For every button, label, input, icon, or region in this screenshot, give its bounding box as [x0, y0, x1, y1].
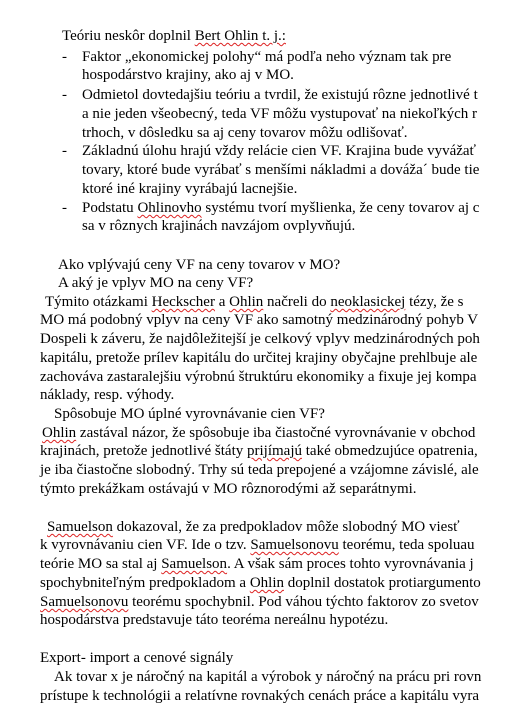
- question-line: A aký je vplyv MO na ceny VF?: [58, 275, 254, 291]
- paragraph-line: [42, 424, 475, 442]
- name-samuelsonovu: Samuelsonovu: [250, 537, 339, 553]
- bullet-marker: -: [62, 87, 67, 103]
- section-heading: Export- import a cenové signály: [40, 650, 234, 666]
- bullet-text: Základnú úlohu hrajú vždy relácie cien VF. Krajina bude vyvážať: [82, 143, 476, 159]
- paragraph-line: MO má podobný vplyv na ceny VF ako samotný medzinárodný pohyb V: [40, 312, 479, 328]
- word-neoklasickej: neoklasickej: [330, 294, 406, 310]
- bullet-text: [82, 199, 479, 217]
- bullet-text: tovary, ktoré bude vyrábať s menšími nákladmi a dováža´ bude tie: [82, 162, 480, 178]
- name-samuelson: Samuelson: [47, 519, 113, 535]
- text-run: krajinách, pretože jednotlivé štáty: [40, 443, 248, 459]
- bullet-marker: -: [62, 49, 67, 65]
- name-ohlin: Ohlin: [42, 425, 77, 441]
- name-ohlinovho: Ohlinovho: [137, 200, 202, 216]
- bullet-text: a nie jeden všeobecný, teda VF môžu vystupovať na niekoľkých r: [82, 106, 478, 122]
- paragraph-line: je iba čiastočne slobodný. Trhy sú teda prepojené a vzájomne závislé, ale: [40, 462, 479, 478]
- text-run: Podstatu: [82, 200, 138, 216]
- name-bert-ohlin: Bert Ohlin: [194, 28, 259, 44]
- bullet-text: trhoch, v dôsledku sa aj ceny tovarov môžu odlišovať.: [82, 125, 408, 141]
- bullet-text: hospodárstvo krajiny, ako aj v MO.: [82, 67, 294, 83]
- paragraph-line: prístupe k technológii a relatívne rovnakých cenách práce a kapitálu vyra: [40, 688, 479, 704]
- text-run: teorému spochybnil. Pod váhou týchto faktorov zo svetov: [128, 594, 479, 610]
- paragraph-line: týmto prekážkam ostávajú v MO rôznorodými až separátnymi.: [40, 481, 417, 497]
- text-run: . A však sám proces tohto vyrovnávania j: [227, 556, 474, 572]
- text-run: doplnil dostatok protiargumento: [283, 575, 481, 591]
- paragraph-line: [40, 442, 478, 460]
- name-heckscher: Heckscher: [151, 294, 215, 310]
- paragraph-line: [40, 555, 474, 573]
- paragraph-line: [40, 574, 481, 592]
- paragraph-line: [45, 293, 464, 311]
- text-run: Týmito otázkami: [45, 294, 152, 310]
- bullet-text: Faktor „ekonomickej polohy“ má podľa neho význam tak pre: [82, 49, 452, 65]
- bullet-marker: -: [62, 143, 67, 159]
- text-run: systému tvorí myšlienka, že ceny tovarov aj c: [201, 200, 480, 216]
- name-samuelson: Samuelson: [161, 556, 228, 572]
- text-run: zastával názor, že spôsobuje iba čiastočné vyrovnávanie v obchod: [76, 425, 476, 441]
- text-run: také obmedzujúce opatrenia,: [302, 443, 478, 459]
- bullet-marker: -: [62, 200, 67, 216]
- paragraph-line: kapitálu, pretože prílev kapitálu do určitej krajiny obyčajne prehlbuje ale: [40, 350, 478, 366]
- bullet-text: ktoré iné krajiny vyrábajú lacnejšie.: [82, 181, 298, 197]
- paragraph-line: Ak tovar x je náročný na kapitál a výrobok y náročný na prácu pri rovn: [54, 669, 482, 685]
- text-run: dokazoval, že za predpokladov môže slobodný MO viesť: [112, 519, 460, 535]
- question-line: Spôsobuje MO úplné vyrovnávanie cien VF?: [54, 406, 325, 422]
- text-run: a: [214, 294, 230, 310]
- text-run: načreli do: [263, 294, 331, 310]
- paragraph-line: [40, 593, 479, 611]
- paragraph-line: zachováva zastaralejšiu výrobnú štruktúru ekonomiky a fixuje jej kompa: [40, 369, 477, 385]
- text-run: k vyrovnávaniu cien VF. Ide o tzv.: [40, 537, 251, 553]
- paragraph-line: hospodárstva predstavuje táto teoréma nereálnu hypotézu.: [40, 612, 389, 628]
- text-run: tézy, že s: [405, 294, 464, 310]
- text-run: spochybniteľným predpokladom a: [40, 575, 250, 591]
- bullet-text: sa v rôznych krajinách navzájom ovplyvňujú.: [82, 218, 356, 234]
- text-run: teorému, teda spoluau: [338, 537, 475, 553]
- paragraph-line: [47, 518, 460, 536]
- intro-line: [62, 27, 286, 45]
- intro-text-end: t. j.:: [258, 28, 286, 44]
- name-ohlin: Ohlin: [249, 575, 284, 591]
- question-line: Ako vplývajú ceny VF na ceny tovarov v MO?: [58, 257, 341, 273]
- name-samuelsonovu: Samuelsonovu: [40, 594, 129, 610]
- name-ohlin: Ohlin: [229, 294, 264, 310]
- intro-text: Teóriu neskôr doplnil: [62, 28, 195, 44]
- word-prijimaju: prijímajú: [247, 443, 303, 459]
- paragraph-line: Dospeli k záveru, že najdôležitejší je celkový vplyv medzinárodných poh: [40, 331, 480, 347]
- bullet-text: Odmietol dovtedajšiu teóriu a tvrdil, že existujú rôzne jednotlivé t: [82, 87, 478, 103]
- text-run: teórie MO sa stal aj: [40, 556, 162, 572]
- paragraph-line: náklady, resp. výhody.: [40, 387, 175, 403]
- paragraph-line: [40, 536, 475, 554]
